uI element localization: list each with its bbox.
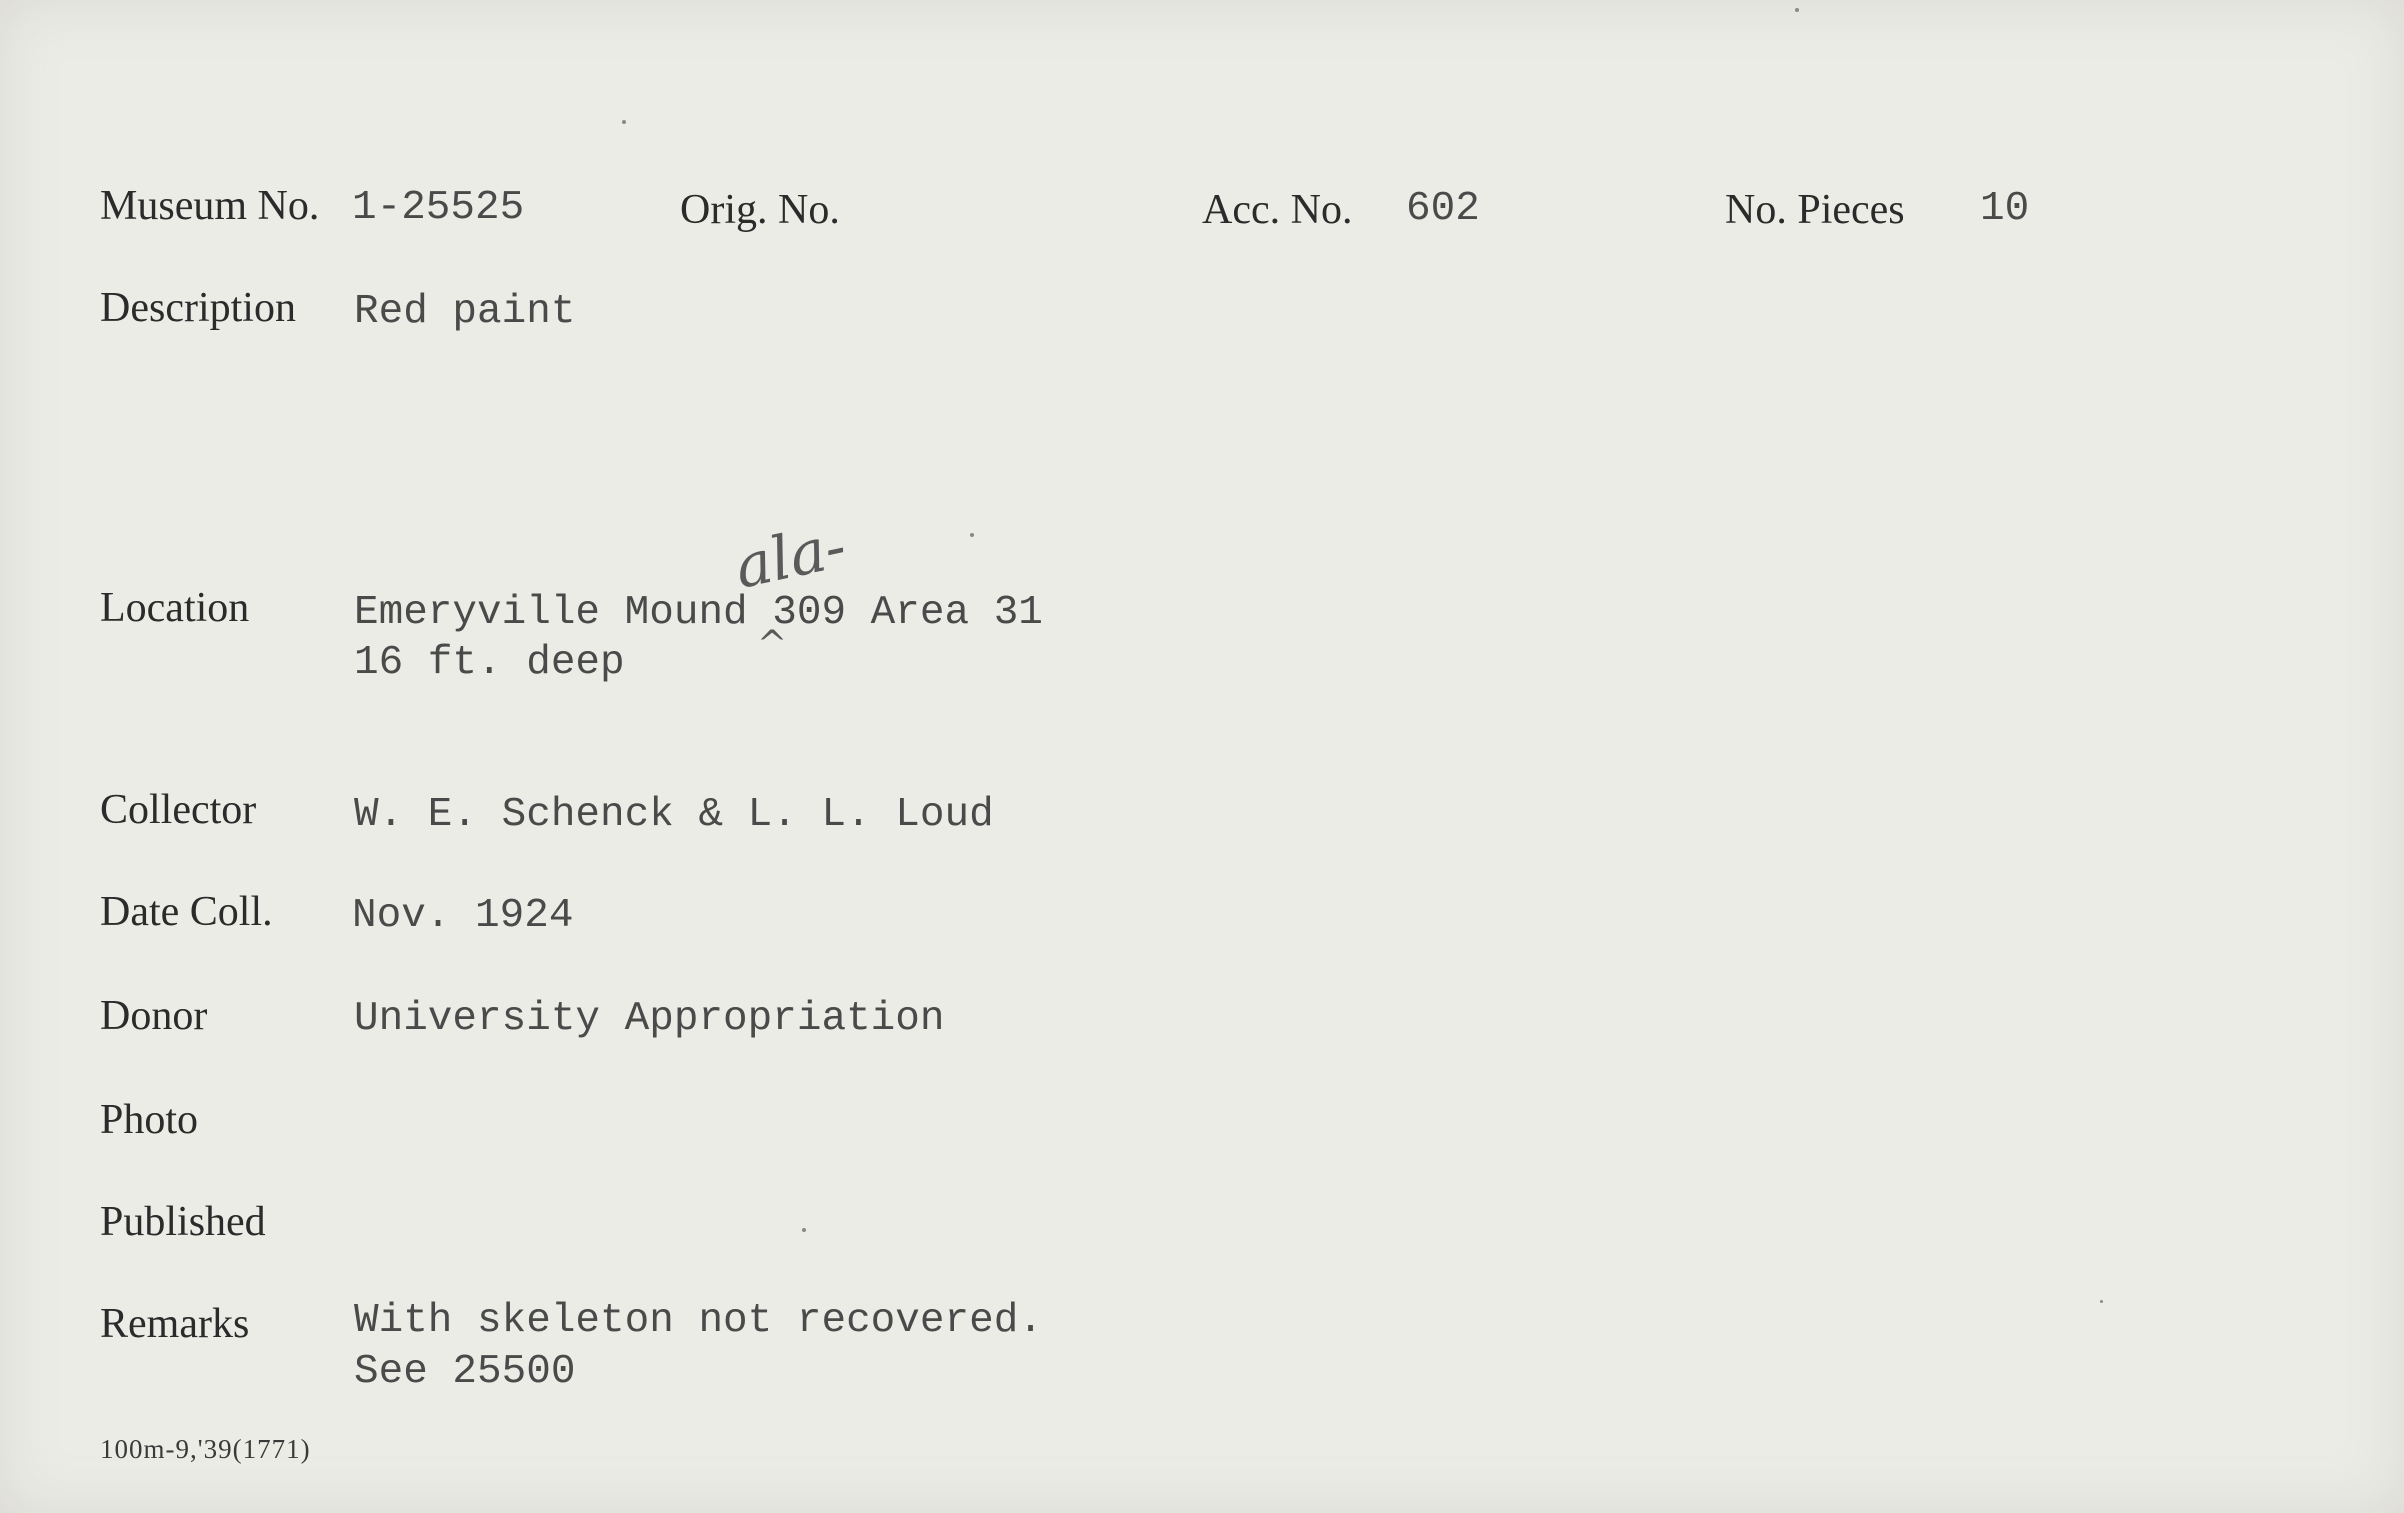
date-coll-value: Nov. 1924: [352, 893, 574, 939]
no-pieces-label: No. Pieces: [1725, 187, 1905, 233]
description-value: Red paint: [354, 289, 576, 335]
acc-no-value: 602: [1406, 186, 1480, 232]
location-label: Location: [100, 585, 250, 631]
remarks-label: Remarks: [100, 1301, 250, 1347]
paper-speck: [2100, 1300, 2103, 1303]
acc-no-label: Acc. No.: [1202, 187, 1353, 233]
collector-value: W. E. Schenck & L. L. Loud: [354, 792, 994, 838]
description-label: Description: [100, 285, 296, 331]
published-label: Published: [100, 1199, 266, 1245]
paper-speck: [1795, 8, 1799, 12]
museum-no-label: Museum No.: [100, 183, 320, 229]
remarks-line-1: With skeleton not recovered.: [354, 1298, 1043, 1344]
paper-speck: [622, 120, 626, 124]
no-pieces-value: 10: [1980, 186, 2030, 232]
date-coll-label: Date Coll.: [100, 889, 273, 935]
museum-no-value: 1-25525: [352, 185, 525, 231]
photo-label: Photo: [100, 1097, 199, 1143]
paper-speck: [970, 533, 974, 537]
location-handwritten-annotation: ala-: [728, 511, 853, 603]
location-line-2: 16 ft. deep: [354, 640, 625, 686]
donor-label: Donor: [100, 993, 208, 1039]
paper-speck: [802, 1228, 806, 1232]
remarks-line-2: See 25500: [354, 1349, 576, 1395]
collector-label: Collector: [100, 787, 257, 833]
print-code: 100m-9,'39(1771): [100, 1434, 311, 1464]
orig-no-label: Orig. No.: [680, 187, 840, 233]
insertion-caret: ^: [757, 624, 788, 665]
location-line-1: Emeryville Mound 309 Area 31: [354, 590, 1043, 636]
donor-value: University Appropriation: [354, 996, 945, 1042]
